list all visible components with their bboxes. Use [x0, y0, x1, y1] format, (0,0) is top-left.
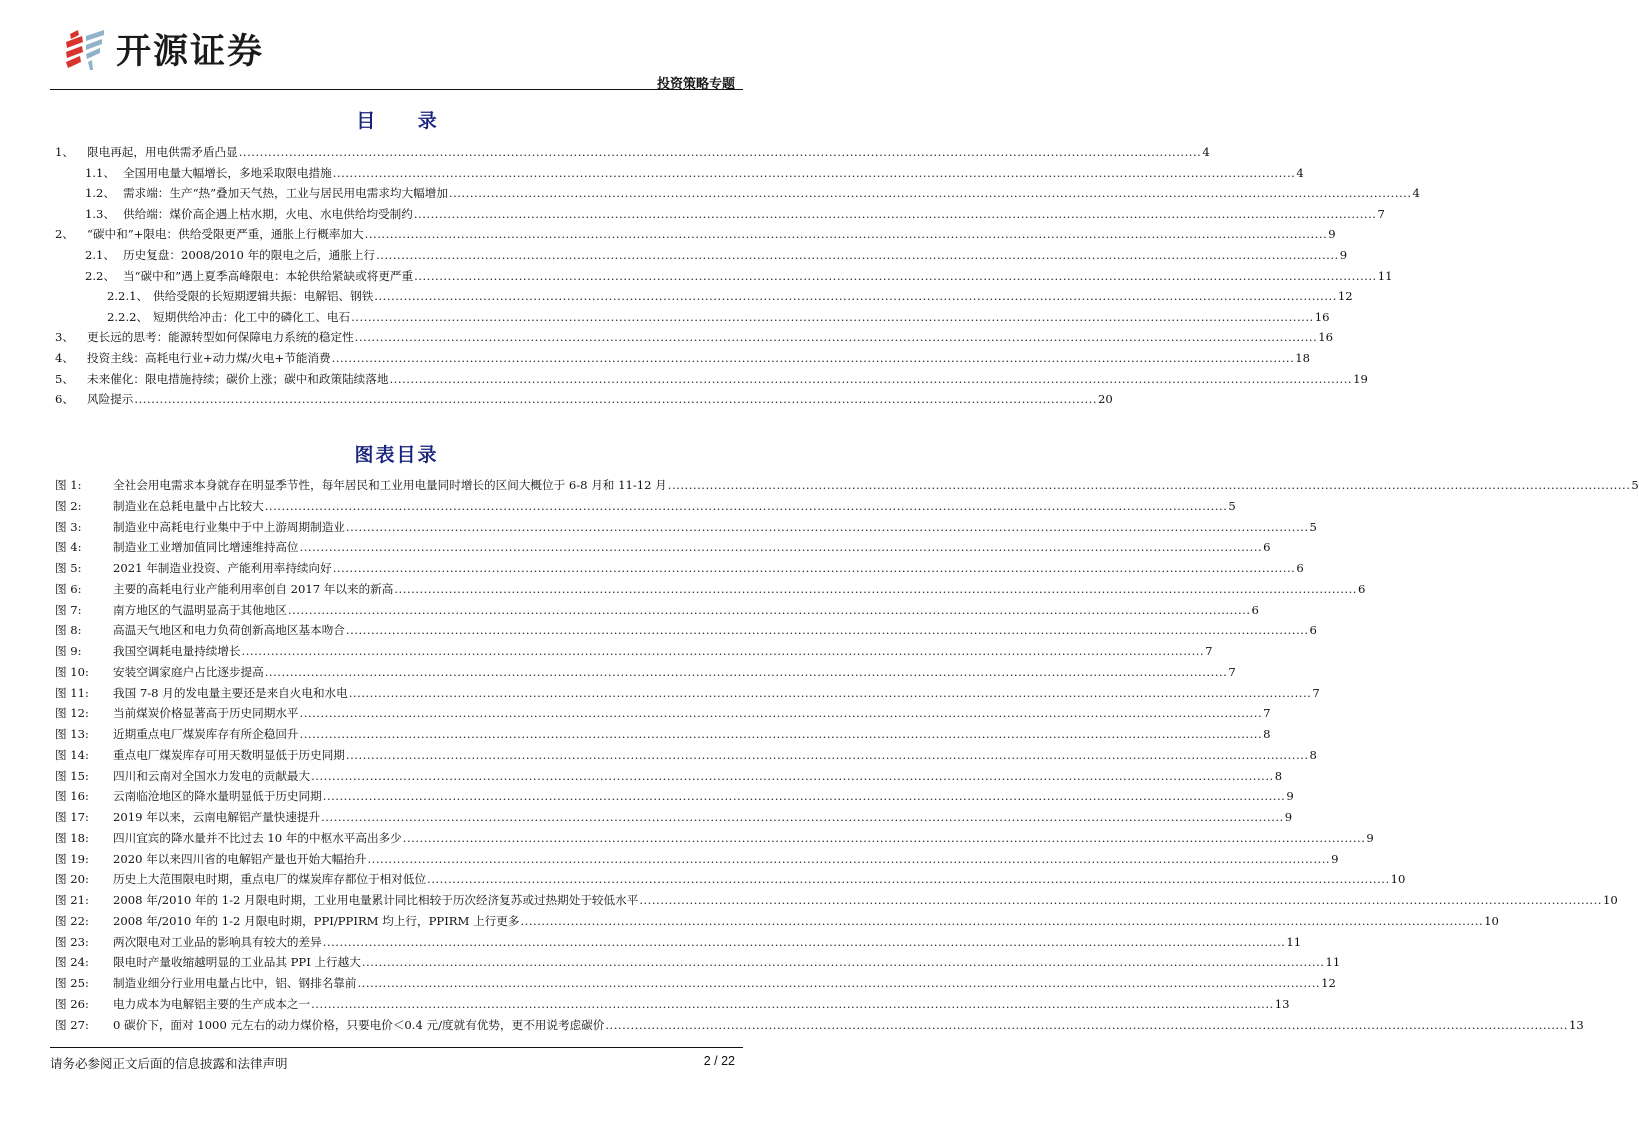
entry-title: “碳中和”+限电：供给受限更严重，通胀上行概率加大	[87, 227, 364, 242]
toc-entry[interactable]	[55, 309, 1330, 330]
report-type: 投资策略专题	[656, 77, 735, 92]
entry-title: 近期重点电厂煤炭库存有所企稳回升	[113, 727, 299, 741]
leader-dots	[639, 893, 1602, 907]
entry-page: 6	[1251, 602, 1259, 617]
logo-mark-icon	[62, 26, 108, 72]
leader-dots	[321, 810, 1284, 824]
entry-title: 制造业工业增加值同比增速维持高位	[113, 540, 299, 555]
leader-dots	[449, 186, 1412, 200]
footer-disclaimer: 请务必参阅正文后面的信息披露和法律声明	[50, 1056, 288, 1071]
page-indicator: 2 / 22	[703, 1054, 735, 1068]
entry-number: 2.1、	[85, 247, 116, 262]
leader-dots	[520, 914, 1483, 928]
entry-number: 图 5:	[55, 561, 82, 575]
entry-title: 供给受限的长短期逻辑共振：电解铝、钢铁	[153, 289, 374, 304]
entry-page: 8	[1263, 727, 1271, 741]
entry-page: 9	[1366, 830, 1374, 845]
entry-title: 主要的高耗电行业产能利用率创自 2017 年以来的新高	[113, 581, 394, 596]
figure-entry[interactable]	[55, 830, 1374, 851]
brand-logo	[62, 26, 264, 72]
entry-number: 图 25:	[55, 976, 89, 990]
figure-entry[interactable]	[55, 913, 1499, 934]
entry-number: 1.3、	[85, 206, 116, 221]
entry-number: 图 4:	[55, 540, 82, 555]
leader-dots	[333, 561, 1296, 575]
entry-title: 0 碳价下，面对 1000 元左右的动力煤价格，只要电价＜0.4 元/度就有优势，更不用说考虑碳价	[113, 1017, 605, 1032]
figure-entry[interactable]	[55, 892, 1618, 913]
entry-title: 安装空调家庭户占比逐步提高	[113, 664, 264, 679]
entry-number: 图 24:	[55, 955, 89, 970]
leader-dots	[242, 644, 1205, 658]
figure-entry[interactable]	[55, 560, 1304, 581]
entry-title: 限电时产量收缩越明显的工业品其 PPI 上行越大	[113, 955, 361, 970]
entry-title: 制造业细分行业用电量占比中，铝、钢排名靠前	[113, 976, 357, 990]
leader-dots	[346, 520, 1309, 534]
entry-title: 重点电厂煤炭库存可用天数明显低于历史同期	[113, 747, 345, 762]
leader-dots	[311, 997, 1274, 1011]
entry-title: 历史上大范围限电时期，重点电厂的煤炭库存都位于相对低位	[113, 872, 427, 887]
figure-entry[interactable]	[55, 809, 1293, 830]
entry-page: 6	[1309, 623, 1317, 638]
entry-number: 6、	[55, 392, 74, 407]
entry-number: 图 10:	[55, 664, 89, 679]
leader-dots	[265, 665, 1228, 679]
entry-number: 图 12:	[55, 706, 89, 721]
leader-dots	[362, 955, 1325, 969]
leader-dots	[668, 478, 1631, 492]
entry-number: 图 17:	[55, 810, 89, 824]
entry-page: 7	[1205, 644, 1213, 658]
leader-dots	[389, 372, 1352, 386]
leader-dots	[134, 392, 1097, 406]
toc-entry[interactable]	[55, 247, 1348, 268]
entry-page: 4	[1296, 165, 1304, 180]
leader-dots	[394, 582, 1357, 596]
toc-entry[interactable]	[55, 350, 1311, 371]
entry-number: 图 20:	[55, 872, 89, 887]
entry-page: 6	[1296, 561, 1304, 575]
entry-page: 5	[1228, 498, 1236, 513]
entry-title: 我国空调耗电量持续增长	[113, 644, 241, 658]
leader-dots	[403, 831, 1366, 845]
figure-entry[interactable]	[55, 996, 1290, 1017]
entry-title: 当前煤炭价格显著高于历史同期水平	[113, 706, 299, 721]
entry-title: 四川和云南对全国水力发电的贡献最大	[113, 768, 311, 783]
entry-title: 2021 年制造业投资、产能利用率持续向好	[113, 561, 332, 575]
entry-number: 1.1、	[85, 165, 116, 180]
figure-entry[interactable]	[55, 768, 1283, 789]
leader-dots	[323, 935, 1286, 949]
entry-page: 7	[1263, 706, 1271, 721]
leader-dots	[346, 623, 1309, 637]
entry-title: 2020 年以来四川省的电解铝产量也开始大幅抬升	[113, 851, 367, 866]
toc-entry[interactable]	[55, 226, 1336, 247]
leader-dots	[376, 248, 1339, 262]
entry-number: 图 9:	[55, 644, 82, 658]
entry-number: 图 22:	[55, 913, 89, 928]
entry-number: 图 16:	[55, 789, 89, 804]
figure-entry[interactable]	[55, 934, 1302, 955]
entry-title: 供给端：煤价高企遇上枯水期，火电、水电供给均受制约	[123, 206, 413, 221]
entry-page: 11	[1325, 955, 1341, 970]
entry-number: 4、	[55, 350, 74, 365]
entry-title: 云南临沧地区的降水量明显低于历史同期	[113, 789, 322, 804]
entry-title: 2019 年以来，云南电解铝产量快速提升	[113, 810, 321, 824]
header-divider	[50, 89, 743, 90]
entry-number: 1.2、	[85, 186, 116, 201]
figure-entry[interactable]	[55, 498, 1236, 519]
leader-dots	[351, 310, 1314, 324]
entry-page: 9	[1286, 789, 1294, 804]
toc-list	[55, 144, 1420, 412]
entry-page: 16	[1318, 330, 1334, 345]
leader-dots	[414, 269, 1377, 283]
toc-entry[interactable]	[55, 391, 1113, 412]
footer-divider	[50, 1047, 743, 1048]
entry-number: 2.2.1、	[107, 289, 149, 304]
entry-number: 图 26:	[55, 996, 89, 1011]
leader-dots	[414, 207, 1377, 221]
entry-page: 7	[1312, 685, 1320, 700]
entry-title: 四川宜宾的降水量并不比过去 10 年的中枢水平高出多少	[113, 830, 402, 845]
entry-page: 9	[1339, 247, 1348, 262]
leader-dots	[365, 227, 1328, 241]
entry-page: 7	[1228, 664, 1236, 679]
leader-dots	[427, 872, 1390, 886]
figures-title: 图表目录	[354, 444, 439, 466]
entry-number: 1、	[55, 145, 74, 159]
entry-page: 6	[1357, 581, 1366, 596]
entry-page: 20	[1098, 392, 1113, 407]
figure-entry[interactable]	[55, 539, 1271, 560]
figure-entry[interactable]	[55, 705, 1271, 726]
entry-title: 2008 年/2010 年的 1-2 月限电时期，PPI/PPIRM 均上行，PPIRM 上行更多	[113, 913, 520, 928]
figure-entry[interactable]	[55, 602, 1259, 623]
entry-number: 2.2.2、	[107, 309, 149, 324]
toc-entry[interactable]	[55, 288, 1353, 309]
figure-entry[interactable]	[55, 685, 1320, 706]
entry-number: 图 21:	[55, 893, 89, 907]
entry-number: 图 7:	[55, 602, 82, 617]
figure-entry[interactable]	[55, 954, 1341, 975]
entry-number: 图 3:	[55, 519, 82, 534]
entry-number: 图 19:	[55, 851, 89, 866]
entry-number: 图 11:	[55, 685, 89, 700]
entry-number: 图 23:	[55, 934, 89, 949]
entry-title: 制造业在总耗电量中占比较大	[113, 498, 264, 513]
entry-page: 4	[1202, 145, 1210, 159]
entry-title: 高温天气地区和电力负荷创新高地区基本吻合	[113, 623, 345, 638]
figure-entry[interactable]	[55, 726, 1271, 747]
leader-dots	[349, 686, 1312, 700]
entry-page: 13	[1274, 996, 1290, 1011]
entry-title: 历史复盘：2008/2010 年的限电之后，通胀上行	[123, 247, 376, 262]
entry-title: 需求端：生产“热”叠加天气热，工业与居民用电需求均大幅增加	[123, 186, 448, 201]
leader-dots	[346, 748, 1309, 762]
entry-page: 13	[1568, 1017, 1584, 1032]
figure-entry[interactable]	[55, 519, 1317, 540]
toc-entry[interactable]	[55, 329, 1334, 350]
toc-entry[interactable]	[55, 144, 1210, 165]
entry-page: 10	[1484, 913, 1499, 928]
figure-entry[interactable]	[55, 871, 1406, 892]
leader-dots	[239, 145, 1202, 159]
toc-entry[interactable]	[55, 371, 1368, 392]
entry-page: 12	[1337, 289, 1353, 304]
entry-page: 9	[1328, 227, 1336, 242]
entry-title: 未来催化：限电措施持续；碳价上涨；碳中和政策陆续落地	[87, 371, 389, 386]
leader-dots	[300, 727, 1263, 741]
entry-page: 9	[1284, 810, 1293, 824]
leader-dots	[311, 769, 1274, 783]
entry-page: 11	[1377, 268, 1393, 283]
entry-title: 更长远的思考：能源转型如何保障电力系统的稳定性	[87, 330, 354, 345]
entry-page: 11	[1286, 934, 1302, 949]
entry-page: 18	[1295, 350, 1311, 365]
entry-number: 图 27:	[55, 1017, 89, 1032]
toc-entry[interactable]	[55, 185, 1420, 206]
leader-dots	[367, 852, 1330, 866]
entry-page: 4	[1412, 186, 1420, 201]
entry-number: 2.2、	[85, 268, 116, 283]
entry-number: 2、	[55, 227, 74, 242]
leader-dots	[265, 499, 1228, 513]
toc-entry[interactable]	[55, 206, 1385, 227]
figure-entry[interactable]	[55, 664, 1236, 685]
leader-dots	[374, 289, 1337, 303]
figure-entry[interactable]	[55, 622, 1317, 643]
figures-list	[55, 477, 1639, 1037]
entry-page: 9	[1331, 851, 1339, 866]
entry-page: 8	[1309, 747, 1317, 762]
leader-dots	[323, 789, 1286, 803]
entry-number: 图 14:	[55, 747, 89, 762]
entry-number: 图 1:	[55, 478, 82, 492]
entry-title: 全国用电量大幅增长，多地采取限电措施	[123, 165, 332, 180]
figure-entry[interactable]	[55, 747, 1317, 768]
toc-entry[interactable]	[55, 268, 1393, 289]
entry-page: 16	[1314, 309, 1330, 324]
entry-page: 19	[1353, 371, 1368, 386]
entry-page: 6	[1263, 540, 1271, 555]
entry-title: 当“碳中和”遇上夏季高峰限电：本轮供给紧缺或将更严重	[123, 268, 414, 283]
entry-number: 图 6:	[55, 581, 82, 596]
figure-entry[interactable]	[55, 788, 1294, 809]
figure-entry[interactable]	[55, 975, 1336, 996]
entry-title: 南方地区的气温明显高于其他地区	[113, 602, 287, 617]
figure-entry[interactable]	[55, 1017, 1584, 1038]
figure-entry[interactable]	[55, 851, 1339, 872]
leader-dots	[357, 976, 1320, 990]
leader-dots	[300, 540, 1263, 554]
entry-title: 2008 年/2010 年的 1-2 月限电时期，工业用电量累计同比相较于历次经济复苏或过热期处于较低水平	[113, 893, 639, 907]
entry-title: 制造业中高耗电行业集中于中上游周期制造业	[113, 519, 345, 534]
entry-page: 10	[1390, 872, 1406, 887]
leader-dots	[300, 706, 1263, 720]
entry-title: 限电再起，用电供需矛盾凸显	[87, 145, 238, 159]
figure-entry[interactable]	[55, 477, 1639, 498]
entry-title: 两次限电对工业品的影响具有较大的差异	[113, 934, 322, 949]
leader-dots	[355, 330, 1318, 344]
entry-number: 图 18:	[55, 830, 89, 845]
leader-dots	[333, 166, 1296, 180]
entry-page: 5	[1309, 519, 1317, 534]
entry-number: 图 15:	[55, 768, 89, 783]
entry-number: 图 8:	[55, 623, 82, 638]
entry-number: 图 2:	[55, 498, 82, 513]
entry-title: 短期供给冲击：化工中的磷化工、电石	[153, 309, 351, 324]
entry-page: 12	[1321, 976, 1336, 990]
leader-dots	[332, 351, 1295, 365]
toc-title: 目 录	[356, 110, 455, 132]
entry-page: 7	[1377, 206, 1385, 221]
entry-title: 全社会用电需求本身就存在明显季节性，每年居民和工业用电量同时增长的区间大概位于 6-8 月和 11-12 月	[113, 478, 667, 492]
entry-page: 5	[1631, 478, 1639, 492]
figure-entry[interactable]	[55, 643, 1213, 664]
entry-title: 投资主线：高耗电行业+动力煤/火电+节能消费	[87, 350, 331, 365]
entry-number: 3、	[55, 330, 74, 345]
entry-title: 我国 7-8 月的发电量主要还是来自火电和水电	[113, 685, 348, 700]
entry-title: 电力成本为电解铝主要的生产成本之一	[113, 996, 311, 1011]
entry-page: 8	[1274, 768, 1283, 783]
entry-title: 风险提示	[87, 392, 134, 407]
leader-dots	[288, 603, 1251, 617]
entry-page: 10	[1602, 893, 1618, 907]
brand-name: 开源证券	[116, 32, 265, 72]
entry-number: 5、	[55, 371, 74, 386]
leader-dots	[605, 1018, 1568, 1032]
figure-entry[interactable]	[55, 581, 1366, 602]
toc-entry[interactable]	[55, 165, 1304, 186]
entry-number: 图 13:	[55, 727, 89, 741]
